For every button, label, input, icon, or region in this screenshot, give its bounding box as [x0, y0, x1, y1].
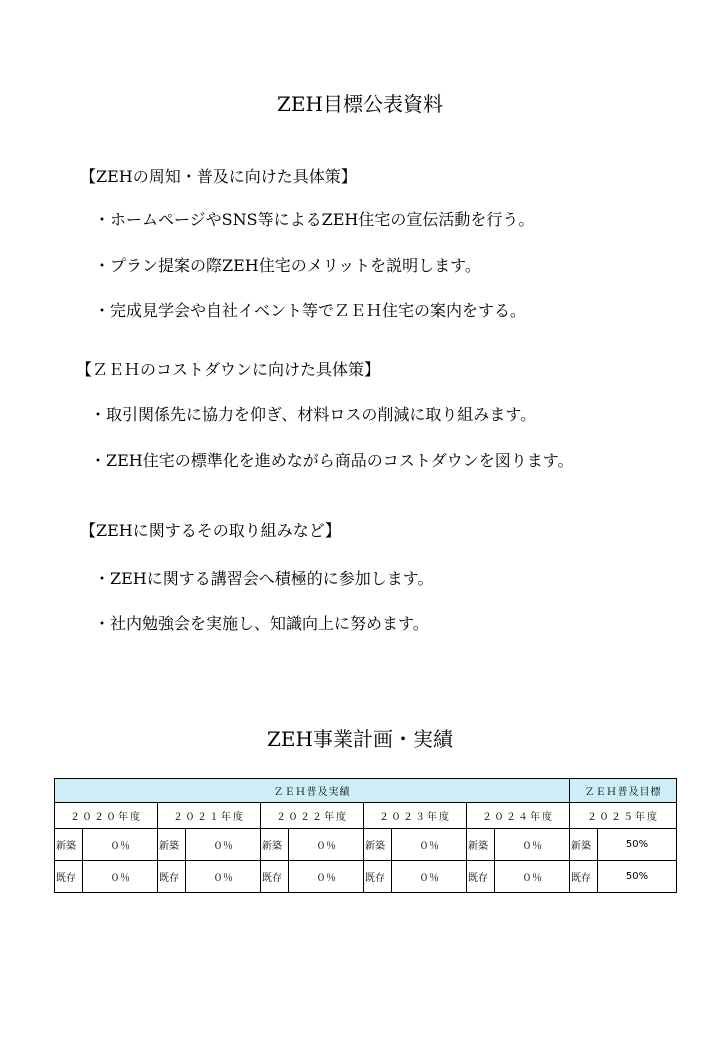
- row-label: 既存: [158, 861, 186, 893]
- header-actual: ＺＥＨ普及実績: [55, 779, 570, 803]
- promotion-item: ・ホームページやSNS等によるZEH住宅の宣伝活動を行う。: [94, 210, 535, 229]
- promotion-item: ・プラン提案の際ZEH住宅のメリットを説明します。: [94, 256, 481, 275]
- value-cell: ０％: [83, 861, 158, 893]
- costdown-item: ・取引関係先に協力を仰ぎ、材料ロスの削減に取り組みます。: [90, 405, 537, 424]
- row-label: 既存: [55, 861, 83, 893]
- row-label: 既存: [364, 861, 392, 893]
- value-cell: ０％: [83, 829, 158, 861]
- year-cell: ２０２０年度: [55, 803, 158, 829]
- value-cell: ０％: [392, 829, 467, 861]
- header-target: ＺＥＨ普及目標: [570, 779, 677, 803]
- row-label: 新築: [570, 829, 598, 861]
- costdown-item: ・ZEH住宅の標準化を進めながら商品のコストダウンを図ります。: [90, 451, 574, 470]
- year-cell: ２０２１年度: [158, 803, 261, 829]
- row-label: 既存: [261, 861, 289, 893]
- other-item: ・ZEHに関する講習会へ積極的に参加します。: [94, 569, 434, 588]
- value-cell: ０％: [186, 829, 261, 861]
- other-item: ・社内勉強会を実施し、知識向上に努めます。: [94, 614, 429, 633]
- value-cell: ０％: [495, 829, 570, 861]
- value-cell: 50%: [598, 861, 677, 893]
- row-label: 新築: [261, 829, 289, 861]
- table-header-row: [55, 779, 677, 803]
- zeh-plan-table: [54, 778, 677, 893]
- table-year-row: [55, 803, 677, 829]
- section-heading-other: 【ZEHに関するその取り組みなど】: [80, 521, 341, 540]
- year-cell: ２０２２年度: [261, 803, 364, 829]
- section-heading-promotion: 【ZEHの周知・普及に向けた具体策】: [80, 167, 357, 186]
- row-label: 新築: [467, 829, 495, 861]
- row-label: 新築: [55, 829, 83, 861]
- table-row: [55, 861, 677, 893]
- value-cell: ０％: [289, 829, 364, 861]
- value-cell: ０％: [186, 861, 261, 893]
- page-title: ZEH目標公表資料: [277, 92, 443, 116]
- year-cell: ２０２５年度: [570, 803, 677, 829]
- row-label: 新築: [364, 829, 392, 861]
- table-row: [55, 829, 677, 861]
- year-cell: ２０２４年度: [467, 803, 570, 829]
- plan-title: ZEH事業計画・実績: [267, 727, 453, 751]
- row-label: 既存: [467, 861, 495, 893]
- promotion-item: ・完成見学会や自社イベント等でＺＥＨ住宅の案内をする。: [94, 301, 527, 320]
- value-cell: ０％: [392, 861, 467, 893]
- value-cell: ０％: [289, 861, 364, 893]
- row-label: 既存: [570, 861, 598, 893]
- section-heading-costdown: 【ＺＥＨのコストダウンに向けた具体策】: [76, 360, 381, 379]
- year-cell: ２０２３年度: [364, 803, 467, 829]
- value-cell: 50%: [598, 829, 677, 861]
- value-cell: ０％: [495, 861, 570, 893]
- row-label: 新築: [158, 829, 186, 861]
